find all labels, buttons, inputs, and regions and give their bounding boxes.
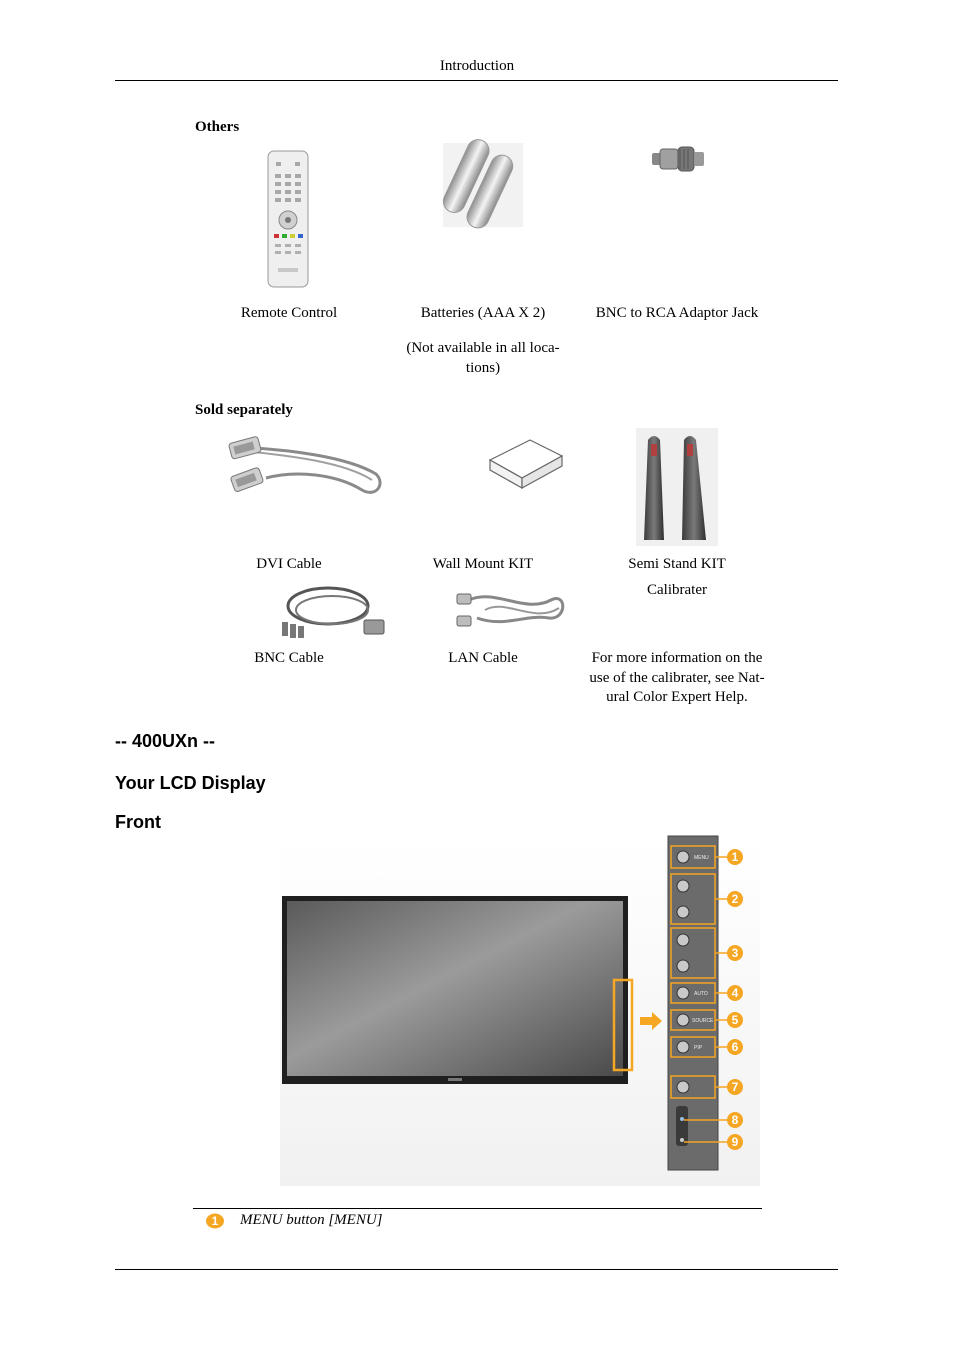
callout-3: 3 (731, 946, 739, 960)
calibrater-note-line2: use of the calibrater, see Nat- (589, 670, 765, 686)
legend-text: MENU button [MENU] (240, 1212, 383, 1228)
button-label-menu: MENU (694, 855, 709, 861)
bnc-cable-label: BNC Cable (254, 650, 324, 666)
callout-5: 5 (731, 1013, 739, 1027)
wall-mount-kit-label: Wall Mount KIT (432, 556, 534, 572)
legend-top-rule (193, 1208, 762, 1209)
button-label-pip: PIP (694, 1045, 703, 1051)
callout-2: 2 (731, 892, 739, 906)
lan-cable-image (455, 584, 569, 634)
remote-control-image (266, 150, 312, 290)
bnc-adaptor-label: BNC to RCA Adaptor Jack (595, 305, 759, 321)
batteries-note-line1: (Not available in all loca- (406, 340, 560, 356)
callout-8: 8 (731, 1113, 739, 1127)
semi-stand-kit-image (636, 428, 718, 546)
semi-stand-kit-label: Semi Stand KIT (628, 556, 726, 572)
remote-control-label: Remote Control (240, 305, 338, 321)
legend-number: 1 (211, 1214, 219, 1228)
footer-rule (115, 1269, 838, 1270)
callout-9: 9 (731, 1135, 739, 1149)
batteries-label: Batteries (AAA X 2) (420, 305, 546, 321)
bnc-adaptor-image (650, 143, 706, 179)
page-header-title: Introduction (439, 58, 515, 74)
wall-mount-kit-image (486, 434, 566, 490)
lcd-display-front-image (280, 836, 760, 1186)
calibrater-note-line1: For more information on the (591, 650, 763, 666)
bnc-cable-image (278, 580, 386, 640)
dvi-cable-image (226, 434, 386, 498)
subsection-heading: Front (115, 812, 161, 832)
callout-7: 7 (731, 1080, 739, 1094)
batteries-note-line2: tions) (465, 360, 501, 376)
section-heading: Your LCD Display (115, 773, 266, 793)
header-rule (115, 80, 838, 81)
dvi-cable-label: DVI Cable (256, 556, 322, 572)
others-heading: Others (195, 119, 240, 135)
batteries-image (443, 143, 523, 227)
legend-number-badge (205, 1213, 225, 1229)
calibrater-note-line3: ural Color Expert Help. (606, 689, 748, 705)
calibrater-label: Calibrater (647, 582, 707, 598)
callout-4: 4 (731, 986, 739, 1000)
callout-1: 1 (731, 850, 739, 864)
callout-6: 6 (731, 1040, 739, 1054)
lan-cable-label: LAN Cable (448, 650, 518, 666)
button-label-source: SOURCE (692, 1018, 714, 1024)
sold-separately-heading: Sold separately (195, 402, 293, 418)
model-heading: -- 400UXn -- (115, 731, 216, 751)
button-label-auto: AUTO (694, 991, 708, 997)
